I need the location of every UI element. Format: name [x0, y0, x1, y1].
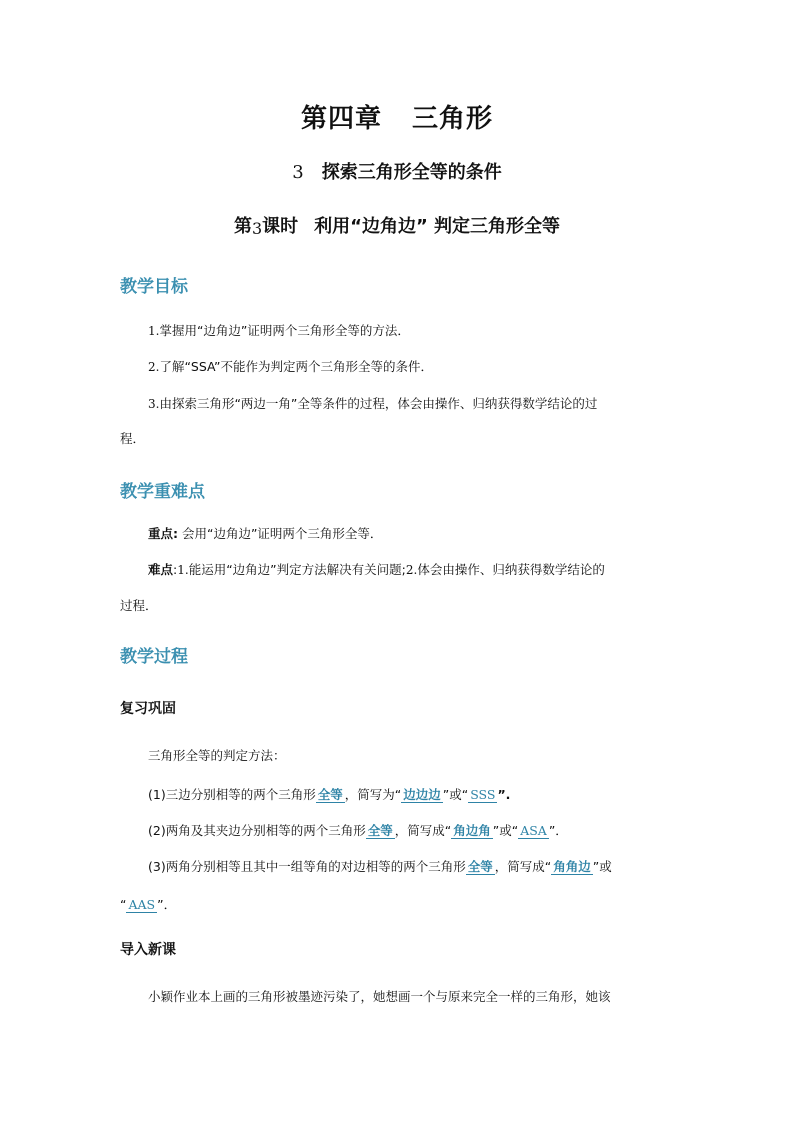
item-text: ”或“: [492, 823, 519, 838]
objective-text: 掌握用“边角边”证明两个三角形全等的方法．: [159, 323, 410, 338]
objective-text: 由探索三角形“两边一角”全等条件的过程，体会由操作、归纳获得数学结论的过: [159, 396, 598, 411]
answer-blank: 边边边: [403, 787, 441, 802]
objective-item: [120, 395, 708, 413]
section-title: [0, 158, 794, 184]
lesson-title: [0, 212, 794, 238]
process-heading: 教学过程: [120, 647, 188, 667]
chapter-name: 三角形: [412, 104, 494, 134]
focus-text: 会用“边角边”证明两个三角形全等．: [178, 526, 383, 541]
review-heading: 复习巩固: [120, 701, 176, 717]
item-text: ，简写成“: [394, 823, 452, 838]
lesson-suffix: 课时: [262, 216, 299, 237]
difficulty-text: 体会由操作、归纳获得数学结论的: [417, 562, 605, 577]
objective-number: 2.: [148, 360, 160, 374]
objective-continuation: 程．: [120, 431, 146, 446]
item-text: 两角及其夹边分别相等的两个三角形: [165, 823, 366, 838]
lesson-number: 3: [251, 219, 263, 238]
difficulty-number: 1.: [177, 563, 189, 577]
answer-blank: 全等: [317, 787, 343, 802]
difficulty-text: 能运用“边角边”判定方法解决有关问题: [188, 562, 402, 577]
item-number: (2): [148, 823, 166, 838]
answer-blank: 角边角: [453, 823, 491, 838]
difficulty-number: 2.: [405, 563, 418, 577]
answer-blank: SSS: [470, 787, 496, 802]
item-number: (3): [148, 859, 166, 874]
difficulty-separator: ;: [401, 562, 406, 577]
item-number: (1): [148, 787, 166, 802]
item-text: ”.: [497, 787, 511, 802]
item-text: ，简写成“: [494, 859, 552, 874]
review-item-2: [120, 822, 708, 840]
review-item-1: [120, 786, 708, 804]
chapter-label: 第四章: [300, 104, 382, 134]
item-text: 三边分别相等的两个三角形: [165, 787, 316, 802]
answer-blank: ASA: [520, 823, 547, 838]
item-text: ”．: [548, 823, 568, 838]
difficulty-label: 难点: [148, 562, 174, 577]
keypoints-heading: 教学重难点: [120, 482, 205, 502]
section-number: 3: [292, 162, 304, 183]
answer-blank: AAS: [128, 897, 156, 912]
objective-item: [120, 358, 708, 376]
item-text: ”．: [157, 897, 177, 912]
difficulty-line: [120, 561, 708, 579]
focus-label: 重点:: [148, 526, 178, 541]
answer-blank: 全等: [467, 859, 493, 874]
objectives-heading: 教学目标: [120, 277, 188, 297]
objective-number: 1.: [148, 324, 160, 338]
objective-number: 3.: [148, 397, 160, 411]
focus-line: [120, 525, 708, 543]
new-lesson-text: 小颖作业本上画的三角形被墨迹污染了，她想画一个与原来完全一样的三角形，她该: [148, 989, 611, 1004]
difficulty-continuation: 过程．: [120, 598, 158, 613]
review-item-3-continuation: [120, 896, 680, 914]
objective-item: [120, 322, 708, 340]
lesson-prefix: 第: [233, 216, 252, 237]
new-lesson-heading: 导入新课: [120, 942, 176, 958]
item-text: 两角分别相等且其中一组等角的对边相等的两个三角形: [165, 859, 466, 874]
lesson-name: 利用“边角边” 判定三角形全等: [314, 216, 561, 237]
section-name: 探索三角形全等的条件: [321, 162, 502, 183]
answer-blank: 全等: [367, 823, 393, 838]
item-text: ，简写为“: [344, 787, 402, 802]
answer-blank: 角角边: [553, 859, 591, 874]
review-intro: 三角形全等的判定方法：: [148, 748, 286, 763]
difficulty-separator: :: [173, 562, 178, 577]
review-item-3: [120, 858, 708, 876]
item-text: “: [120, 897, 127, 912]
chapter-title: [0, 98, 794, 135]
item-text: ”或: [592, 859, 612, 874]
objective-text: 了解“SSA”不能作为判定两个三角形全等的条件．: [159, 359, 434, 374]
item-text: ”或“: [442, 787, 469, 802]
